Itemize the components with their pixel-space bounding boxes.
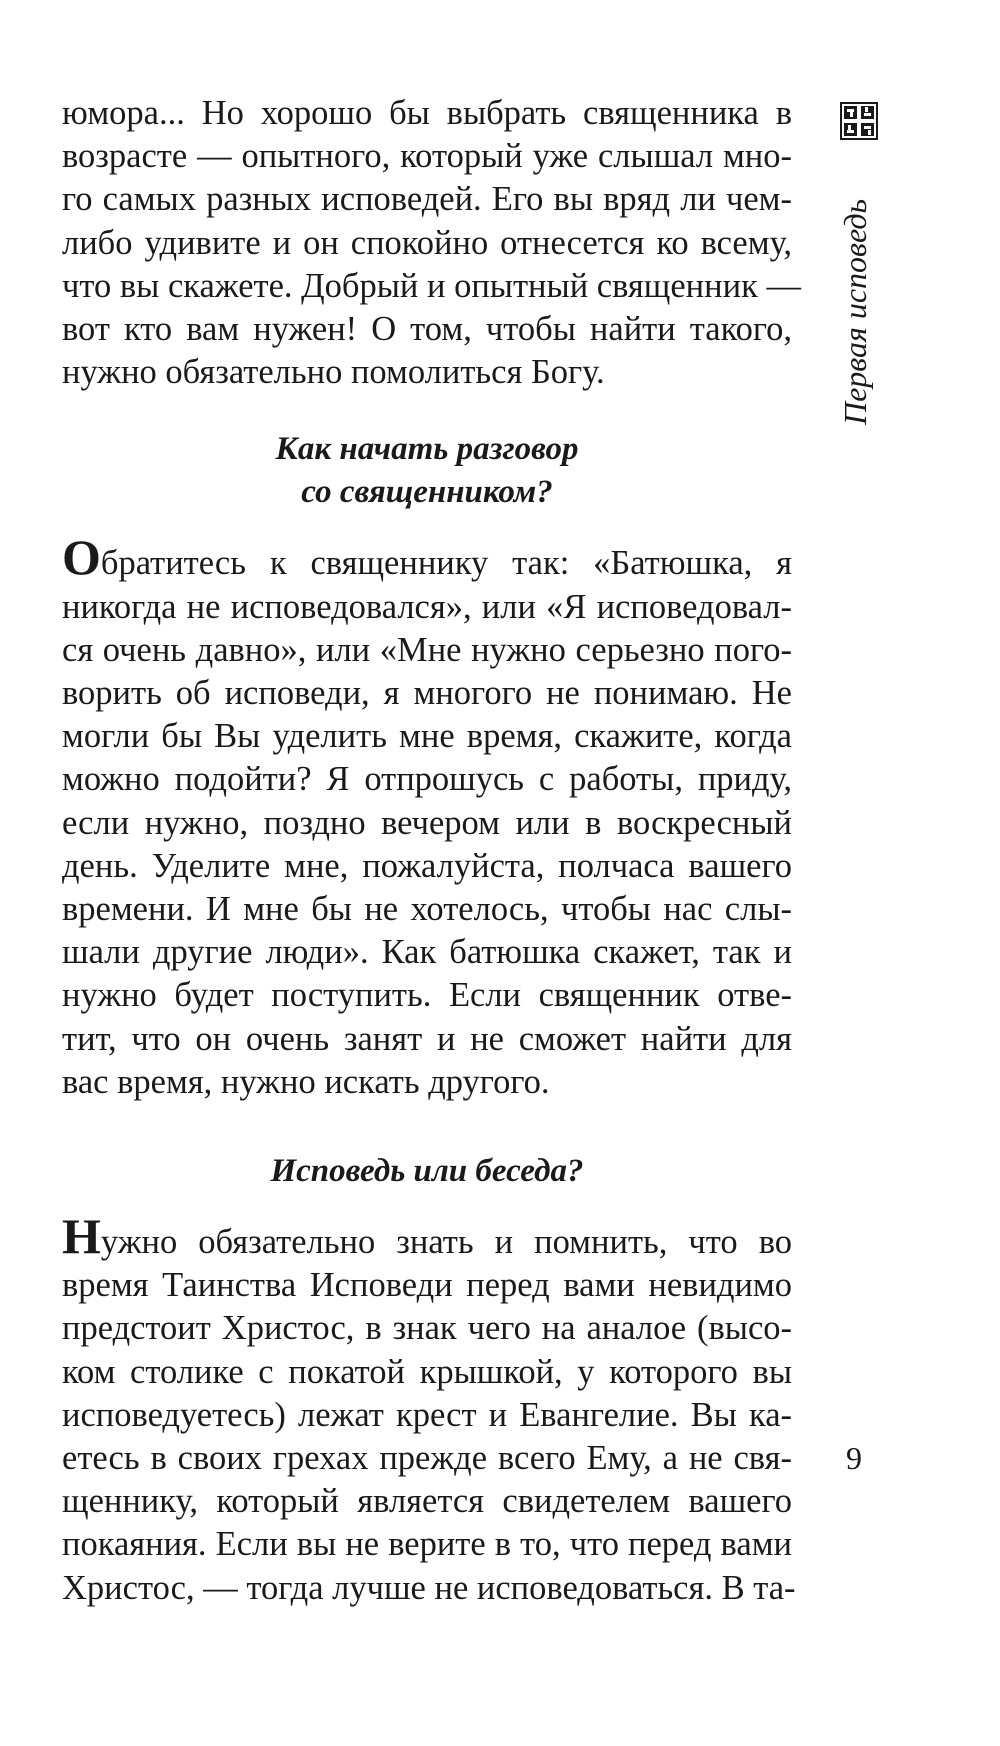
heading-line: Как начать разговор	[275, 431, 579, 468]
drop-cap: О	[62, 529, 101, 586]
text-line: времени. И мне бы не хотелось, чтобы нас слы-	[62, 890, 792, 929]
text-fragment: братитесь к священнику так: «Батюшка, я	[100, 544, 792, 583]
text-line: если нужно, поздно вечером или в воскресный	[62, 803, 792, 842]
text-line: покаяния. Если вы не верите в то, что перед вами	[62, 1525, 792, 1564]
text-line: етесь в своих грехах прежде всего Ему, а не свя-	[62, 1439, 792, 1478]
text-fragment: ужно обязательно знать и помнить, что во	[100, 1223, 792, 1262]
text-line: ся очень давно», или «Мне нужно серьезно пого-	[62, 630, 792, 669]
text-line: можно подойти? Я отпрошусь с работы, приду,	[62, 760, 792, 799]
text-line: нужно будет поступить. Если священник отве-	[62, 976, 792, 1015]
page-number: 9	[846, 1440, 862, 1476]
paragraph-intro	[62, 92, 801, 394]
text-line: го самых разных исповедей. Его вы вряд ли чем-	[62, 180, 792, 219]
page-text	[62, 92, 801, 1610]
drop-cap: Н	[62, 1208, 101, 1265]
running-title: Первая исповедь	[837, 198, 873, 425]
text-line: Христос, — тогда лучше не исповедоваться. В та-	[62, 1568, 796, 1607]
text-line: что вы скажете. Добрый и опытный священник —	[62, 266, 801, 305]
text-line: время Таинства Исповеди перед вами невидимо	[62, 1266, 792, 1305]
text-line: ком столике с покатой крышкой, у которого вы	[62, 1352, 792, 1391]
text-line: либо удивите и он спокойно отнесется ко всему,	[62, 223, 792, 262]
text-line-first	[62, 1208, 792, 1265]
text-line: вот кто вам нужен! О том, чтобы найти такого,	[62, 310, 792, 349]
text-line: ворить об исповеди, я многого не понимаю. Не	[62, 674, 792, 713]
ornament-square-icon	[840, 102, 878, 140]
text-line: никогда не исповедовался», или «Я исповедовал-	[62, 587, 792, 626]
text-line: шали другие люди». Как батюшка скажет, так и	[62, 933, 792, 972]
section-heading-confession-or-talk: Исповедь или беседа?	[270, 1153, 584, 1190]
text-line: щеннику, который является свидетелем вашего	[62, 1482, 792, 1521]
paragraph-start-conversation	[62, 529, 792, 1104]
text-line: юмора... Но хорошо бы выбрать священника в	[62, 94, 792, 132]
text-line: нужно обязательно помолиться Богу.	[62, 353, 605, 392]
text-line: день. Уделите мне, пожалуйста, полчаса вашего	[62, 846, 792, 885]
text-line: возрасте — опытного, который уже слышал мно-	[62, 137, 792, 176]
text-line: исповедуетесь) лежат крест и Евангелие. Вы ка-	[62, 1395, 792, 1434]
text-line: тит, что он очень занят и не сможет найти для	[62, 1019, 792, 1058]
heading-line: со священником?	[301, 474, 553, 511]
paragraph-confession-or-talk	[62, 1208, 796, 1610]
text-line: предстоит Христос, в знак чего на аналое (высо-	[62, 1309, 792, 1348]
section-heading-start-conversation	[62, 428, 792, 514]
text-line: могли бы Вы уделить мне время, скажите, когда	[62, 717, 792, 756]
text-line: вас время, нужно искать другого.	[62, 1062, 550, 1101]
text-line-first	[62, 529, 792, 586]
